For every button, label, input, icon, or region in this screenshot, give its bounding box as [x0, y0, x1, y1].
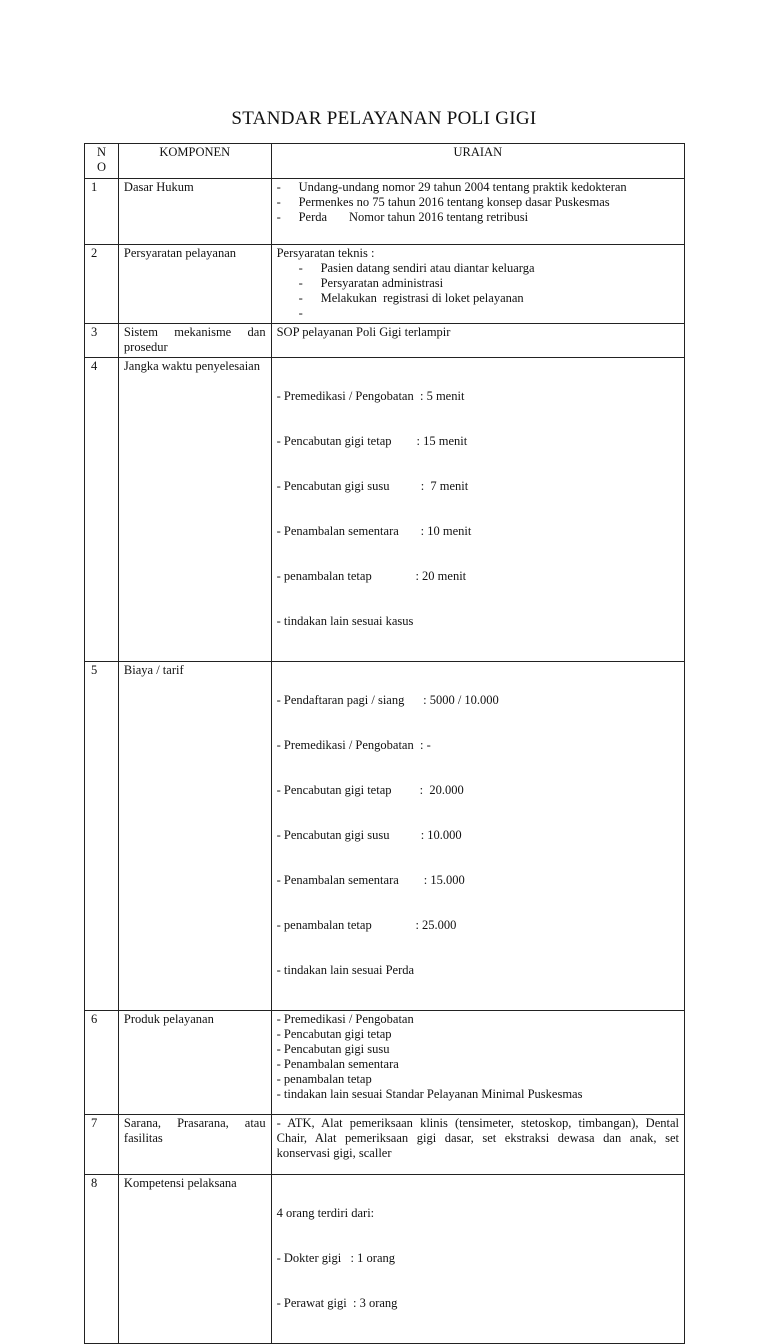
standard-table	[84, 143, 685, 1344]
row-uraian	[271, 358, 684, 662]
uraian-line: - tindakan lain sesuai Standar Pelayanan Minimal Puskesmas	[276, 1087, 583, 1101]
table-row	[85, 245, 685, 324]
row-uraian	[271, 1011, 684, 1115]
uraian-line: - tindakan lain sesuai kasus	[276, 614, 414, 628]
row-komponen: Sarana, Prasarana, atau fasilitas	[118, 1115, 271, 1175]
uraian-line: - penambalan tetap : 25.000	[276, 918, 457, 932]
uraian-intro: Persyaratan teknis :	[276, 246, 375, 260]
uraian-line: - Premedikasi / Pengobatan : -	[276, 738, 431, 752]
table-row	[85, 324, 685, 358]
list-item: - Permenkes no 75 tahun 2016 tentang konsep dasar Puskesmas	[276, 195, 610, 209]
uraian-line: - Premedikasi / Pengobatan : 5 menit	[276, 389, 465, 403]
header-komponen: KOMPONEN	[118, 144, 271, 179]
row-number: 8	[85, 1175, 119, 1344]
list-item: - Melakukan registrasi di loket pelayanan	[298, 291, 524, 305]
uraian-line: - Pencabutan gigi tetap : 20.000	[276, 783, 464, 797]
uraian-line: - Premedikasi / Pengobatan	[276, 1012, 414, 1026]
table-row	[85, 1115, 685, 1175]
uraian-line: - Penambalan sementara	[276, 1057, 399, 1071]
list-item: - Undang-undang nomor 29 tahun 2004 tentang praktik kedokteran	[276, 180, 627, 194]
row-komponen: Biaya / tarif	[118, 662, 271, 1011]
uraian-line: 4 orang terdiri dari:	[276, 1206, 375, 1220]
header-no-line: N	[96, 145, 106, 159]
uraian-line: - Pendaftaran pagi / siang : 5000 / 10.000	[276, 693, 499, 707]
list-item: - Pasien datang sendiri atau diantar keluarga	[298, 261, 535, 275]
uraian-line: - Pencabutan gigi susu : 7 menit	[276, 479, 469, 493]
row-number: 1	[85, 179, 119, 245]
uraian-line: - penambalan tetap : 20 menit	[276, 569, 467, 583]
table-row	[85, 1011, 685, 1115]
table-row	[85, 662, 685, 1011]
table-row	[85, 1175, 685, 1344]
uraian-line: - penambalan tetap	[276, 1072, 372, 1086]
uraian-line: - Dokter gigi : 1 orang	[276, 1251, 395, 1265]
uraian-line: - Perawat gigi : 3 orang	[276, 1296, 398, 1310]
header-no	[85, 144, 119, 179]
row-uraian: - ATK, Alat pemeriksaan klinis (tensimeter, stetoskop, timbangan), Dental Chair, Alat pemeriksaan gigi dasar, set ekstraksi dewasa dan anak, set konservasi gigi, scaller	[271, 1115, 684, 1175]
list-item: - Persyaratan administrasi	[298, 276, 444, 290]
uraian-line: - Penambalan sementara : 10 menit	[276, 524, 472, 538]
row-number: 6	[85, 1011, 119, 1115]
row-komponen: Produk pelayanan	[118, 1011, 271, 1115]
row-komponen: Kompetensi pelaksana	[118, 1175, 271, 1344]
row-uraian	[271, 662, 684, 1011]
row-number: 3	[85, 324, 119, 358]
table-row	[85, 358, 685, 662]
row-uraian	[271, 245, 684, 324]
row-uraian	[271, 1175, 684, 1344]
list-item: - Perda Nomor tahun 2016 tentang retribusi	[276, 210, 529, 224]
row-komponen: Sistem mekanisme dan prosedur	[118, 324, 271, 358]
page-title: STANDAR PELAYANAN POLI GIGI	[231, 108, 537, 129]
row-komponen: Jangka waktu penyelesaian	[118, 358, 271, 662]
list-item: -	[298, 306, 303, 320]
row-number: 2	[85, 245, 119, 324]
row-number: 4	[85, 358, 119, 662]
uraian-line: - Pencabutan gigi tetap	[276, 1027, 392, 1041]
header-no-line: O	[96, 160, 106, 174]
uraian-line: - Pencabutan gigi susu	[276, 1042, 390, 1056]
row-number: 7	[85, 1115, 119, 1175]
row-uraian	[271, 179, 684, 245]
row-uraian: SOP pelayanan Poli Gigi terlampir	[271, 324, 684, 358]
header-uraian: URAIAN	[271, 144, 684, 179]
row-komponen: Dasar Hukum	[118, 179, 271, 245]
table-header-row	[85, 144, 685, 179]
uraian-line: - Pencabutan gigi tetap : 15 menit	[276, 434, 468, 448]
uraian-line: - tindakan lain sesuai Perda	[276, 963, 415, 977]
uraian-line: - Pencabutan gigi susu : 10.000	[276, 828, 462, 842]
uraian-line: - Penambalan sementara : 15.000	[276, 873, 465, 887]
table-row	[85, 179, 685, 245]
row-komponen: Persyaratan pelayanan	[118, 245, 271, 324]
row-number: 5	[85, 662, 119, 1011]
